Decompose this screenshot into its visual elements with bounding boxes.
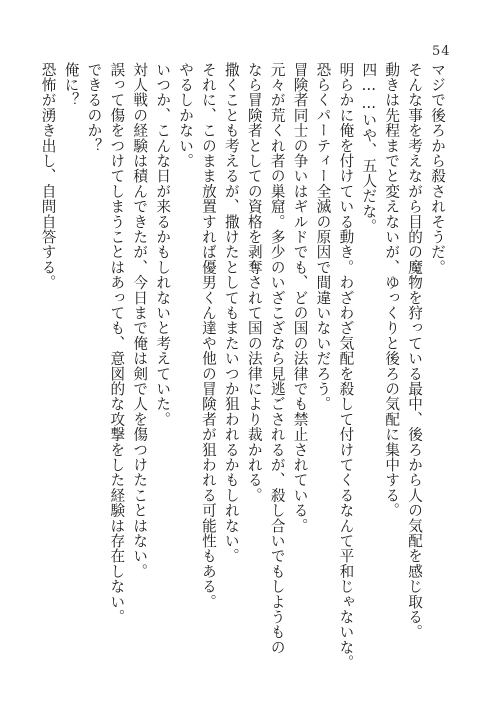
text-line: そんな事を考えながら目的の魔物を狩っている最中、後ろから人の気配を感じ取る。 bbox=[406, 62, 424, 640]
text-line: やるしかない。 bbox=[177, 62, 195, 169]
text-line: 恐らくパーティー全滅の原因で間違いないだろう。 bbox=[314, 62, 332, 412]
text-line: 俺に？ bbox=[62, 62, 80, 108]
page-number: 54 bbox=[432, 44, 451, 59]
text-line: 動きは先程までと変えないが、ゆっくりと後ろの気配に集中する。 bbox=[383, 62, 401, 518]
text-line: マジで後ろから殺されそうだ。 bbox=[429, 62, 446, 275]
text-line: 恐怖が湧き出し、自問自答する。 bbox=[39, 62, 57, 290]
text-line: できるのか？ bbox=[85, 62, 103, 154]
text-line: 撒くことも考えるが、撒けたとしてもまたいつか狙われるかもしれない。 bbox=[222, 62, 240, 564]
vertical-text-block bbox=[39, 62, 448, 670]
text-line: それに、このまま放置すれば優男くん達や他の冒険者が狙われる可能性もある。 bbox=[199, 62, 217, 610]
text-line: 対人戦の経験は積んできたが、今日まで俺は剣で人を傷つけたことはない。 bbox=[131, 62, 149, 579]
text-line: 冒険者同士の争いはギルドでも、どの国の法律でも禁止されている。 bbox=[291, 62, 309, 534]
text-line: いつか、こんな日が来るかもしれないと考えていた。 bbox=[154, 62, 172, 427]
text-line: 元々が荒くれ者の巣窟。多少のいざこざなら見逃ごされるが、殺し合いでもしようもの bbox=[268, 62, 286, 655]
text-line: 誤って傷をつけてしまうことはあっても、意図的な攻撃をした経験は存在しない。 bbox=[108, 62, 126, 625]
text-line: なら冒険者としての資格を剥奪されて国の法律により裁かれる。 bbox=[245, 62, 263, 503]
text-line: 明らかに俺を付けている動き。わざわざ気配を殺して付けてくるなんて平和じゃないな。 bbox=[337, 62, 355, 670]
text-line: 四……いや、五人だな。 bbox=[360, 62, 378, 234]
